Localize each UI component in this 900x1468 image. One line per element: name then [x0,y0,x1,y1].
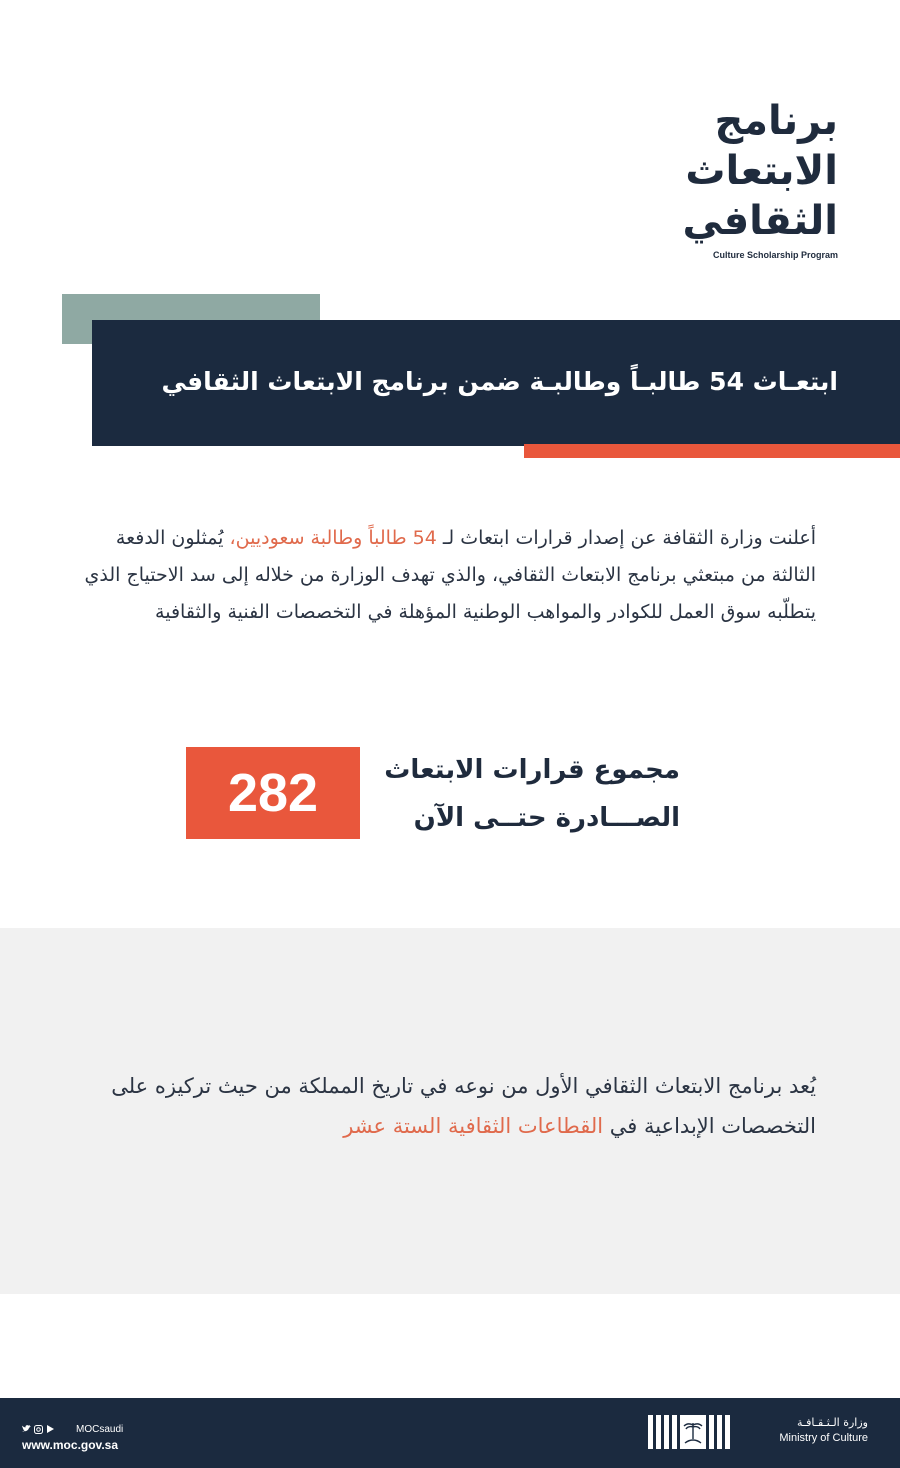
panel-text-highlight: القطاعات الثقافية الستة عشر [343,1114,604,1138]
palm-swords-icon [680,1415,706,1449]
logo-line-3: الثقافي [682,198,838,244]
intro-text-part1: أعلنت وزارة الثقافة عن إصدار قرارات ابتعاث لـ [436,527,816,549]
intro-paragraph [78,520,816,631]
logo-bar-4 [672,1415,677,1449]
website-link[interactable]: www.moc.gov.sa [22,1438,119,1452]
social-handle[interactable]: MOCsaudi [76,1424,124,1435]
ministry-name-english: Ministry of Culture [779,1432,868,1444]
scholarship-count-label [380,746,680,842]
intro-text-part2: يُمثلون الدفعة الثالثة من مبتعثي برنامج الابتعاث الثقافي، والذي تهدف الوزارة من خلاله إلى سد الاحتياج الذي يتطلّبه سوق العمل للكوادر والمواهب الوطنية المؤهلة في التخصصات الفنية والثقافية [84,527,816,623]
logo-line-1: برنامج [714,98,838,144]
logo-bar-3 [664,1415,669,1449]
scholarship-count-badge: 282 [186,747,360,839]
instagram-icon[interactable] [34,1425,43,1437]
youtube-icon[interactable] [46,1425,55,1437]
count-label-line-2: الصـــادرة حتــى الآن [413,803,680,833]
logo-bar-7 [725,1415,730,1449]
logo-bar-2 [656,1415,661,1449]
logo-bar-6 [717,1415,722,1449]
decorative-orange-strip [524,444,900,458]
footer-bar [0,1398,900,1468]
panel-text-part1: يُعد برنامج الابتعاث الثقافي الأول من نوعه في تاريخ المملكة من حيث تركيزه على التخصصات الإبداعية في [111,1074,816,1138]
ministry-logo-mark [648,1415,752,1449]
logo-line-2: الابتعاث [685,148,838,194]
logo-english-name: Culture Scholarship Program [712,250,838,260]
intro-highlight: 54 طالباً وطالبة سعوديين، [229,527,437,549]
count-label-line-1: مجموع قرارات الابتعاث [384,755,680,785]
highlight-panel-text [80,1066,816,1146]
logo-bar-1 [648,1415,653,1449]
program-logo [618,96,838,260]
social-icons [22,1425,55,1437]
headline-title: ابتعـاث 54 طالبـاً وطالبـة ضمن برنامج الابتعاث الثقافي [161,367,838,396]
twitter-icon[interactable] [22,1425,31,1437]
ministry-name-arabic: وزارة الـثـقـافـة [797,1416,868,1429]
logo-bar-5 [709,1415,714,1449]
